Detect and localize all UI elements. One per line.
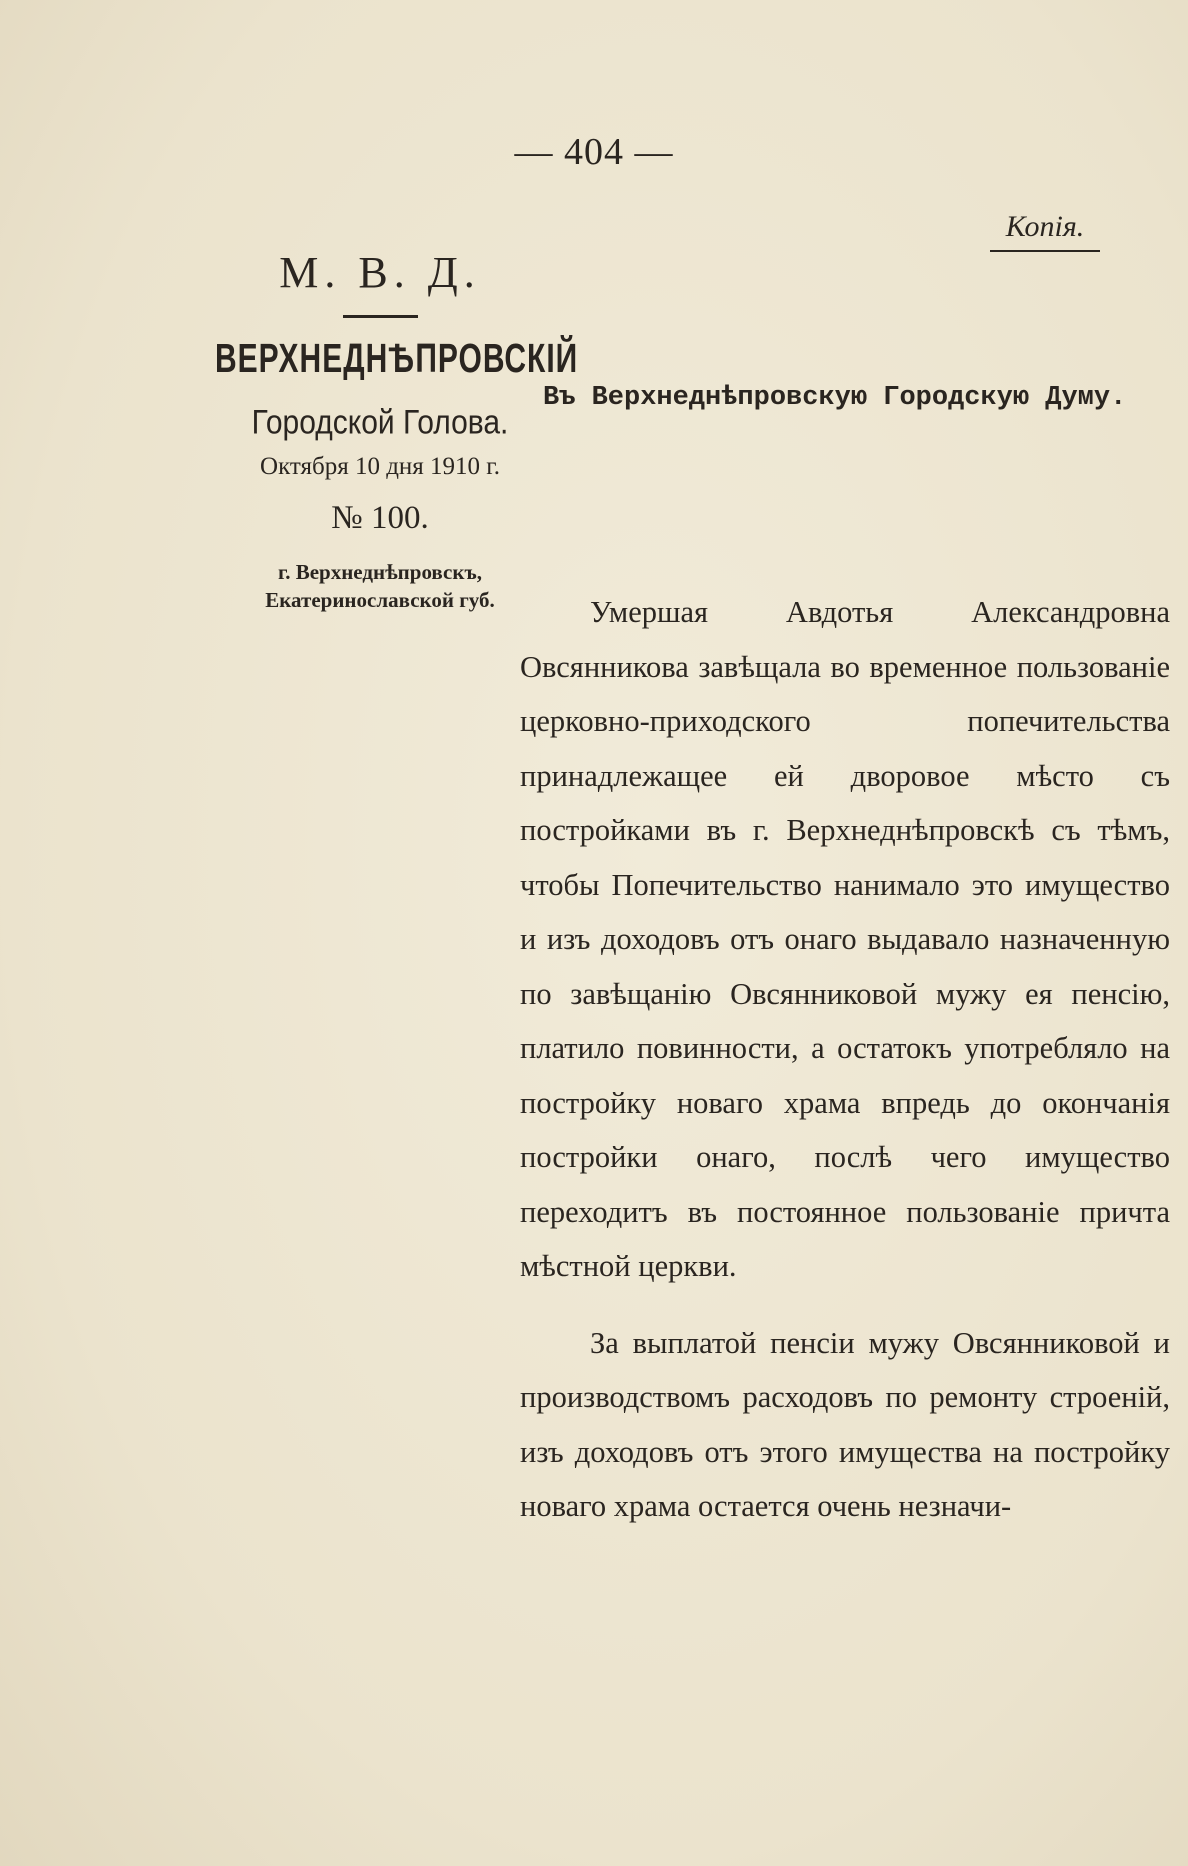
header-divider	[343, 315, 418, 318]
document-number: № 100.	[331, 500, 429, 536]
body-paragraph: Умершая Авдотья Александровна Овсянникова завѣщала во временное пользованіе церковно-приходского попечительства принадлежащее ей дворовое мѣсто съ постройками въ г. Верхнеднѣпровскѣ съ тѣмъ, чтобы Попечительство нанимало это имущество и изъ доходовъ отъ онаго выдавало назначенную по завѣщанію Овсянниковой мужу ея пенсію, платило повинности, а остатокъ употребляло на постройку новаго храма впредь до окончанія постройки онаго, послѣ чего имущество переходитъ въ постоянное пользованіе причта мѣстной церкви.	[520, 595, 1170, 1283]
ministry-abbreviation: М. В. Д.	[279, 248, 481, 297]
letter-body	[520, 585, 1170, 1556]
authority-subtitle: Городской Голова.	[251, 403, 509, 442]
addressee: Въ Верхнеднѣпровскую Городскую Думу.	[543, 383, 1127, 413]
page-number: — 404 —	[514, 131, 674, 173]
sender-place: г. Верхнеднѣпровскъ, Екатеринославской губ.	[265, 560, 495, 612]
authority-title: ВЕРХНЕДНѢПРОВСКІЙ	[215, 336, 579, 382]
body-paragraph: За выплатой пенсіи мужу Овсянниковой и производствомъ расходовъ по ремонту строеній, изъ доходовъ отъ этого имущества на постройку новаго храма остается очень незначи-	[520, 1325, 1170, 1523]
copy-mark: Копія.	[990, 210, 1100, 252]
document-date: Октября 10 дня 1910 г.	[260, 453, 500, 480]
sender-header	[215, 245, 579, 614]
